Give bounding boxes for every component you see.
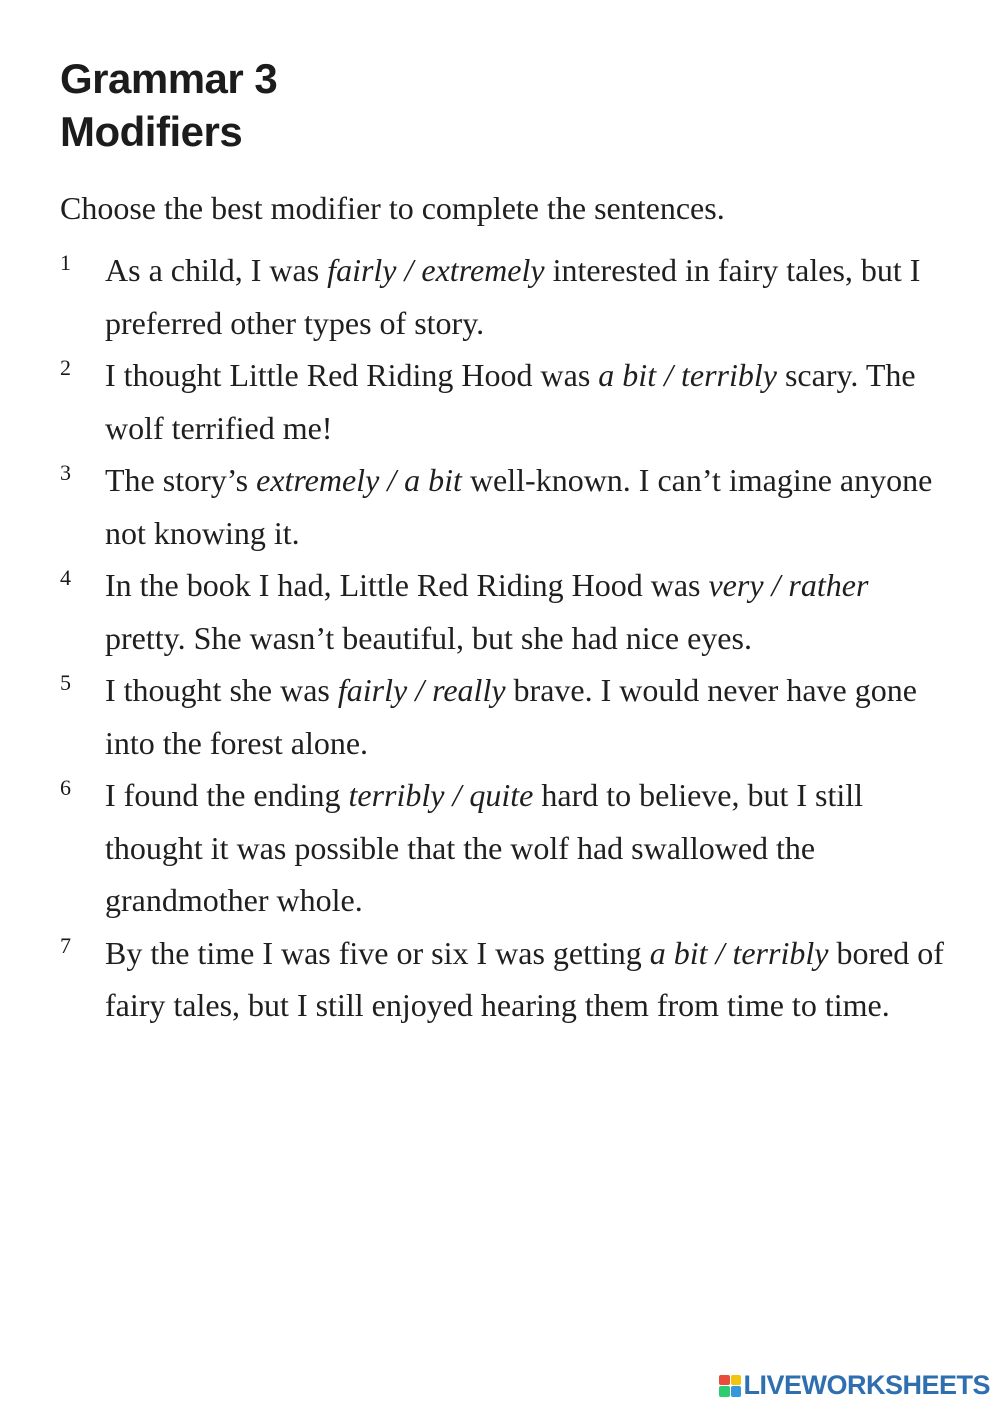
item-number: 7 (60, 932, 71, 958)
sentence-after: bored of fairy tales, but I still enjoyed hearing them from time to time. (105, 934, 944, 1023)
logo-tile (719, 1375, 730, 1386)
sentence-after: interested in fairy tales, but I preferred other types of story. (105, 252, 921, 341)
exercise-item-7 (60, 927, 950, 1032)
sentence-after: scary. The wolf terrified me! (105, 357, 916, 446)
logo-tile (719, 1386, 730, 1397)
item-sentence (105, 927, 950, 1032)
exercise-item-2 (60, 349, 950, 454)
sentence-after: hard to believe, but I still thought it was possible that the wolf had swallowed the grandmother whole. (105, 777, 864, 918)
item-sentence (105, 664, 950, 769)
brand-name: LIVEWORKSHEETS (743, 1370, 990, 1400)
item-number: 3 (60, 460, 71, 485)
title-line-1: Grammar 3 (60, 55, 278, 102)
liveworksheets-logo-icon (719, 1375, 741, 1397)
sentence-after: brave. I would never have gone into the forest alone. (105, 672, 917, 761)
instruction-text: Choose the best modifier to complete the sentences. (60, 190, 725, 226)
modifier-choice[interactable]: terribly / quite (348, 777, 534, 813)
sentence-before: I found the ending (105, 777, 349, 813)
item-sentence (105, 244, 950, 349)
sentence-before: I thought she was (105, 672, 338, 708)
sentence-after: pretty. She wasn’t beautiful, but she had nice eyes. (105, 619, 752, 656)
item-number: 1 (60, 250, 71, 275)
liveworksheets-footer[interactable] (719, 1370, 990, 1401)
sentence-before: By the time I was five or six I was getting (105, 934, 650, 971)
modifier-choice[interactable]: fairly / really (337, 672, 506, 708)
sentence-before: As a child, I was (105, 252, 328, 288)
title-line-2: Modifiers (60, 108, 243, 155)
exercise-item-5 (60, 664, 950, 769)
modifier-choice[interactable]: extremely / a bit (256, 462, 462, 498)
item-number: 6 (60, 775, 71, 800)
page-title (60, 52, 277, 158)
exercise-list (60, 244, 950, 1032)
modifier-choice[interactable]: a bit / terribly (649, 934, 829, 971)
item-sentence (105, 559, 950, 664)
sentence-after: well-known. I can’t imagine anyone not knowing it. (105, 462, 933, 551)
item-number: 4 (60, 565, 71, 590)
exercise-item-1 (60, 244, 950, 349)
modifier-choice[interactable]: fairly / extremely (327, 252, 545, 288)
item-number: 2 (60, 355, 71, 380)
logo-tile (731, 1375, 742, 1386)
item-number: 5 (60, 670, 71, 695)
sentence-before: In the book I had, Little Red Riding Hood was (105, 567, 709, 603)
item-sentence (105, 454, 950, 559)
sentence-before: I thought Little Red Riding Hood was (105, 357, 599, 393)
sentence-before: The story’s (105, 462, 257, 498)
modifier-choice[interactable]: a bit / terribly (598, 357, 777, 393)
exercise-item-4 (60, 559, 950, 664)
modifier-choice[interactable]: very / rather (708, 567, 869, 603)
exercise-item-3 (60, 454, 950, 559)
item-sentence (105, 349, 950, 454)
item-sentence (105, 769, 950, 927)
exercise-item-6 (60, 769, 950, 927)
logo-tile (731, 1386, 742, 1397)
